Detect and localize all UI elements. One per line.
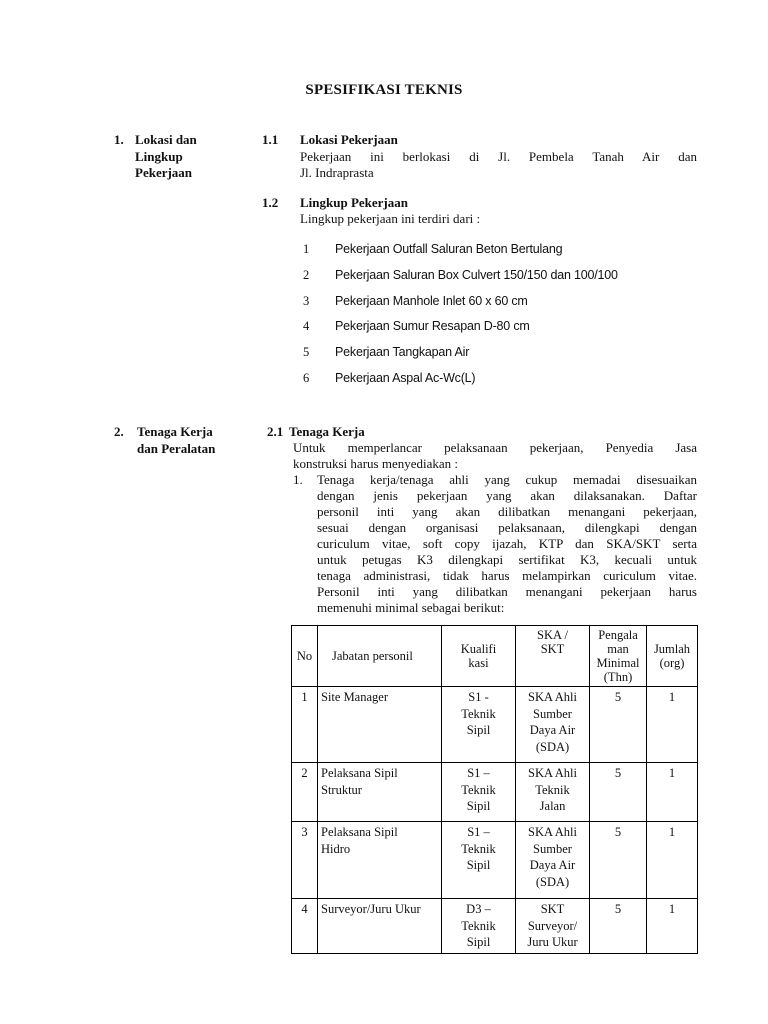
cell-line: D3 –: [466, 902, 491, 916]
section-2-title: [137, 424, 215, 457]
cell-ska: [516, 763, 590, 822]
cell-line: Hidro: [321, 841, 351, 856]
header-text: Kualifi: [460, 642, 497, 656]
cell-line: (SDA): [535, 874, 570, 889]
cell-line: SKT: [540, 902, 565, 916]
cell-no: 3: [292, 822, 318, 899]
cell-jabatan: [318, 687, 442, 763]
paragraph-line: Pekerjaan ini berlokasi di Jl. Pembela Tanah Air dan: [300, 149, 697, 164]
cell-line: Daya Air: [529, 723, 576, 737]
cell-kualifikasi: [442, 822, 516, 899]
cell-line: SKA Ahli: [528, 766, 577, 780]
cell-kualifikasi: [442, 899, 516, 954]
cell-pengalaman: 5: [590, 899, 647, 954]
subsection-2-1-text: [293, 440, 697, 472]
list-item-number: 1.: [293, 472, 303, 487]
scope-item-number: 5: [303, 345, 310, 359]
scope-item-text: Pekerjaan Sumur Resapan D-80 cm: [335, 319, 530, 333]
cell-line: (SDA): [535, 739, 570, 754]
cell-pengalaman: 5: [590, 763, 647, 822]
header-text: Pengala: [598, 628, 638, 642]
cell-no: 4: [292, 899, 318, 954]
column-header-pengalaman: [590, 626, 647, 687]
paragraph-line: konstruksi harus menyediakan :: [293, 456, 458, 471]
table-row: [292, 822, 698, 899]
cell-kualifikasi: [442, 687, 516, 763]
cell-line: SKA Ahli: [528, 690, 577, 704]
cell-no: 2: [292, 763, 318, 822]
paragraph-line: personil inti yang akan dilibatkan menangani pekerjaan,: [317, 504, 697, 519]
paragraph-line: tenaga administrasi, tidak harus melampirkan curiculum vitae.: [317, 568, 697, 583]
cell-line: Teknik: [535, 782, 570, 797]
paragraph-line: untuk petugas K3 dilengkapi sertifikat K3, kecuali untuk: [317, 552, 697, 567]
cell-line: Jalan: [539, 799, 566, 813]
section-1-title-line: Pekerjaan: [135, 165, 193, 180]
paragraph-line: Tenaga kerja/tenaga ahli yang cukup memadai disesuaikan: [317, 472, 697, 487]
table-row: [292, 687, 698, 763]
column-header-jumlah: [647, 626, 698, 687]
paragraph-line: Untuk memperlancar pelaksanaan pekerjaan, Penyedia Jasa: [293, 440, 697, 455]
column-header-ska: [516, 626, 590, 687]
cell-ska: [516, 687, 590, 763]
table-row: [292, 763, 698, 822]
cell-line: Sipil: [466, 935, 491, 949]
subsection-1-1-number: 1.1: [262, 132, 279, 147]
cell-line: Struktur: [321, 782, 362, 797]
paragraph-line: Personil inti yang dilibatkan menangani pekerjaan harus: [317, 584, 697, 599]
cell-line: S1 –: [467, 766, 490, 780]
header-text: Jumlah: [653, 642, 691, 656]
table-header-row: [292, 626, 698, 687]
scope-item-text: Pekerjaan Outfall Saluran Beton Bertulang: [335, 242, 563, 256]
cell-line: Surveyor/Juru Ukur: [321, 902, 421, 916]
cell-kualifikasi: [442, 763, 516, 822]
section-1-title: [135, 132, 197, 182]
scope-item-number: 6: [303, 371, 310, 385]
cell-jumlah: 1: [647, 899, 698, 954]
cell-line: Site Manager: [321, 690, 388, 704]
cell-line: Teknik: [461, 782, 496, 797]
scope-item-number: 2: [303, 268, 310, 282]
column-header-kualifikasi: [442, 626, 516, 687]
scope-item-text: Pekerjaan Manhole Inlet 60 x 60 cm: [335, 294, 528, 308]
document-title: SPESIFIKASI TEKNIS: [305, 82, 463, 98]
cell-jumlah: 1: [647, 687, 698, 763]
cell-ska: [516, 822, 590, 899]
section-1-number: 1.: [114, 132, 124, 147]
header-text: man: [607, 642, 629, 656]
cell-line: Teknik: [461, 841, 496, 856]
header-text: Jabatan personil: [332, 649, 413, 663]
cell-no: 1: [292, 687, 318, 763]
cell-line: Surveyor/: [527, 918, 578, 933]
cell-line: Sipil: [466, 858, 491, 872]
scope-item-number: 3: [303, 294, 310, 308]
cell-jabatan: [318, 822, 442, 899]
cell-line: Teknik: [461, 706, 496, 721]
cell-line: Pelaksana Sipil: [321, 825, 398, 839]
cell-jumlah: 1: [647, 763, 698, 822]
cell-line: Juru Ukur: [527, 935, 578, 949]
paragraph-line: dengan jenis pekerjaan yang akan dilaksanakan. Daftar: [317, 488, 697, 503]
cell-line: Teknik: [461, 918, 496, 933]
cell-pengalaman: 5: [590, 687, 647, 763]
scope-item-number: 1: [303, 242, 310, 256]
cell-line: Sumber: [533, 841, 572, 856]
list-item-text: [317, 472, 697, 616]
column-header-no: [292, 626, 318, 687]
cell-line: Pelaksana Sipil: [321, 766, 398, 780]
header-text: kasi: [468, 656, 489, 670]
header-text: Minimal: [596, 656, 640, 670]
cell-line: Daya Air: [529, 858, 576, 872]
column-header-jabatan: [318, 626, 442, 687]
cell-line: S1 –: [467, 825, 490, 839]
cell-pengalaman: 5: [590, 822, 647, 899]
subsection-2-1-number: 2.1: [267, 424, 284, 439]
section-2-title-line: dan Peralatan: [137, 440, 216, 456]
scope-item-text: Pekerjaan Aspal Ac-Wc(L): [335, 371, 476, 385]
cell-line: Sumber: [533, 706, 572, 721]
scope-item-text: Pekerjaan Tangkapan Air: [335, 345, 470, 359]
header-text: No: [296, 649, 313, 663]
section-2-number: 2.: [114, 424, 124, 439]
header-text: SKA /: [537, 628, 568, 642]
section-1-title-line: Lokasi dan: [135, 132, 197, 147]
header-text: SKT: [540, 642, 565, 656]
cell-jumlah: 1: [647, 822, 698, 899]
subsection-1-2-text: Lingkup pekerjaan ini terdiri dari :: [300, 211, 481, 226]
cell-line: Sipil: [466, 723, 491, 737]
section-1-title-line: Lingkup: [135, 148, 183, 164]
personnel-table: [291, 625, 698, 954]
paragraph-line: sesuai dengan organisasi pelaksanaan, dilengkapi dengan: [317, 520, 697, 535]
subsection-1-1-text: [300, 149, 697, 181]
paragraph-line: memenuhi minimal sebagai berikut:: [317, 600, 505, 615]
cell-jabatan: [318, 899, 442, 954]
header-text: (org): [659, 656, 685, 670]
subsection-2-1-title: Tenaga Kerja: [289, 424, 365, 439]
subsection-1-2-title: Lingkup Pekerjaan: [300, 195, 408, 210]
section-2-title-line: Tenaga Kerja: [137, 424, 213, 439]
scope-item-number: 4: [303, 319, 310, 333]
cell-ska: [516, 899, 590, 954]
subsection-1-2-number: 1.2: [262, 195, 279, 210]
cell-line: Sipil: [466, 799, 491, 813]
header-text: (Thn): [603, 670, 633, 684]
cell-line: SKA Ahli: [528, 825, 577, 839]
table-row: [292, 899, 698, 954]
scope-item-text: Pekerjaan Saluran Box Culvert 150/150 dan 100/100: [335, 268, 618, 282]
paragraph-line: curiculum vitae, soft copy ijazah, KTP dan SKA/SKT serta: [317, 536, 697, 551]
cell-line: S1 -: [468, 690, 489, 704]
subsection-1-1-title: Lokasi Pekerjaan: [300, 132, 398, 147]
paragraph-line: Jl. Indraprasta: [300, 165, 374, 180]
cell-jabatan: [318, 763, 442, 822]
